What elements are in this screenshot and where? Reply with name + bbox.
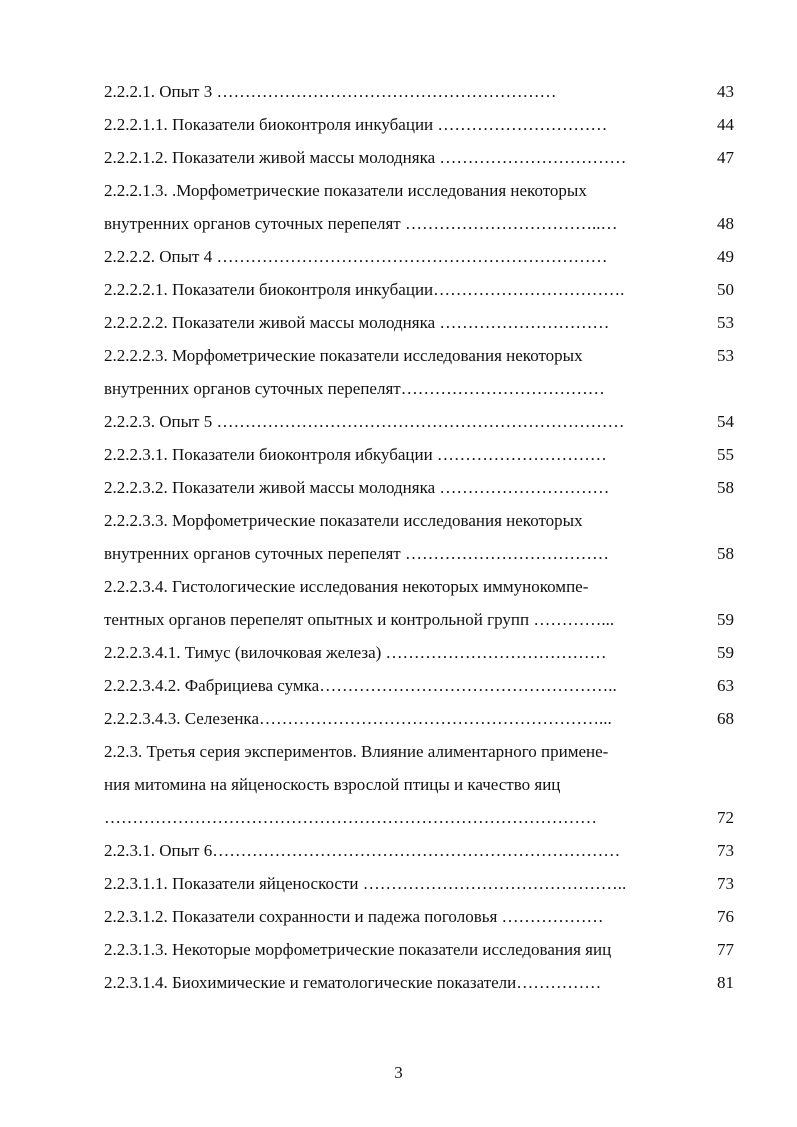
toc-line: [104, 441, 734, 474]
toc-line: [104, 276, 734, 309]
toc-entry-text: 2.2.2.3. Опыт 5 ………………………………………………………………: [104, 412, 625, 431]
toc-page-number: 73: [717, 841, 734, 860]
toc-entry-text: 2.2.3.1. Опыт 6………………………………………………………………: [104, 841, 621, 860]
toc-entry-text: 2.2.3.1.1. Показатели яйценоскости ………………………………………..: [104, 874, 627, 893]
toc-page-number: 53: [717, 313, 734, 332]
toc-entry-text: 2.2.3.1.3. Некоторые морфометрические показатели исследования яиц: [104, 940, 612, 959]
table-of-contents: [104, 78, 734, 1002]
toc-line: [104, 177, 734, 210]
toc-entry-text: 2.2.2.3.3. Морфометрические показатели исследования некоторых: [104, 511, 583, 530]
toc-line: [104, 408, 734, 441]
toc-page-number: 49: [717, 247, 734, 266]
toc-page-number: 50: [717, 280, 734, 299]
toc-entry-text: 2.2.3. Третья серия экспериментов. Влияние алиментарного примене-: [104, 742, 609, 761]
toc-line: [104, 870, 734, 903]
toc-page-number: 59: [717, 643, 734, 662]
toc-entry-text: 2.2.2.3.4.1. Тимус (вилочковая железа) …………………………………: [104, 643, 607, 662]
toc-line: [104, 903, 734, 936]
toc-page-number: 44: [717, 115, 734, 134]
toc-line: [104, 738, 734, 771]
toc-page-number: 59: [717, 610, 734, 629]
toc-line: [104, 936, 734, 969]
toc-entry-text: 2.2.2.1.3. .Морфометрические показатели исследования некоторых: [104, 181, 587, 200]
toc-entry-text: 2.2.2.3.4.2. Фабрициева сумка……………………………………………..: [104, 676, 617, 695]
toc-entry-text: 2.2.3.1.2. Показатели сохранности и падежа поголовья ………………: [104, 907, 604, 926]
toc-line: [104, 144, 734, 177]
toc-entry-text: 2.2.2.1.2. Показатели живой массы молодняка ……………………………: [104, 148, 627, 167]
toc-line: [104, 309, 734, 342]
toc-entry-text: 2.2.2.1.1. Показатели биоконтроля инкубации …………………………: [104, 115, 608, 134]
toc-entry-text: 2.2.2.2.2. Показатели живой массы молодняка …………………………: [104, 313, 610, 332]
toc-line: [104, 474, 734, 507]
toc-line: [104, 507, 734, 540]
toc-entry-text: внутренних органов суточных перепелят ………………………………: [104, 544, 609, 563]
toc-page-number: 47: [717, 148, 734, 167]
toc-page-number: 48: [717, 214, 734, 233]
toc-entry-text: 2.2.2.2. Опыт 4 ……………………………………………………………: [104, 247, 608, 266]
toc-line: [104, 771, 734, 804]
toc-line: [104, 78, 734, 111]
toc-line: [104, 342, 734, 375]
toc-entry-text: 2.2.3.1.4. Биохимические и гематологические показатели……………: [104, 973, 602, 992]
toc-line: [104, 606, 734, 639]
toc-entry-text: 2.2.2.3.4.3. Селезенка……………………………………………………...: [104, 709, 612, 728]
toc-line: [104, 969, 734, 1002]
toc-page-number: 76: [717, 907, 734, 926]
toc-line: [104, 705, 734, 738]
toc-line: [104, 375, 734, 408]
toc-page-number: 43: [717, 82, 734, 101]
toc-line: [104, 804, 734, 837]
toc-line: [104, 573, 734, 606]
toc-entry-text: 2.2.2.3.2. Показатели живой массы молодняка …………………………: [104, 478, 610, 497]
toc-entry-text: внутренних органов суточных перепелят ……………………………..…: [104, 214, 618, 233]
toc-page-number: 54: [717, 412, 734, 431]
toc-page-number: 81: [717, 973, 734, 992]
toc-line: [104, 672, 734, 705]
toc-line: [104, 243, 734, 276]
toc-entry-text: 2.2.2.1. Опыт 3 ……………………………………………………: [104, 82, 557, 101]
toc-entry-text: 2.2.2.3.4. Гистологические исследования некоторых иммунокомпе-: [104, 577, 589, 596]
toc-line: [104, 210, 734, 243]
toc-entry-text: 2.2.2.2.1. Показатели биоконтроля инкубации…………………………….: [104, 280, 625, 299]
toc-entry-text: тентных органов перепелят опытных и контрольной групп …………...: [104, 610, 615, 629]
toc-line: [104, 639, 734, 672]
toc-line: [104, 111, 734, 144]
toc-entry-text: 2.2.2.3.1. Показатели биоконтроля ибкубации …………………………: [104, 445, 607, 464]
toc-entry-text: ……………………………………………………………………………: [104, 808, 597, 827]
toc-page-number: 53: [717, 346, 734, 365]
toc-line: [104, 837, 734, 870]
toc-page-number: 58: [717, 544, 734, 563]
toc-page-number: 55: [717, 445, 734, 464]
toc-page-number: 72: [717, 808, 734, 827]
toc-page-number: 68: [717, 709, 734, 728]
toc-page-number: 63: [717, 676, 734, 695]
toc-page-number: 73: [717, 874, 734, 893]
page-number-footer: 3: [394, 1063, 403, 1082]
toc-line: [104, 540, 734, 573]
toc-entry-text: 2.2.2.2.3. Морфометрические показатели исследования некоторых: [104, 346, 583, 365]
toc-entry-text: внутренних органов суточных перепелят………………………………: [104, 379, 605, 398]
toc-page-number: 77: [717, 940, 734, 959]
toc-entry-text: ния митомина на яйценоскость взрослой птицы и качество яиц: [104, 775, 561, 794]
toc-page-number: 58: [717, 478, 734, 497]
